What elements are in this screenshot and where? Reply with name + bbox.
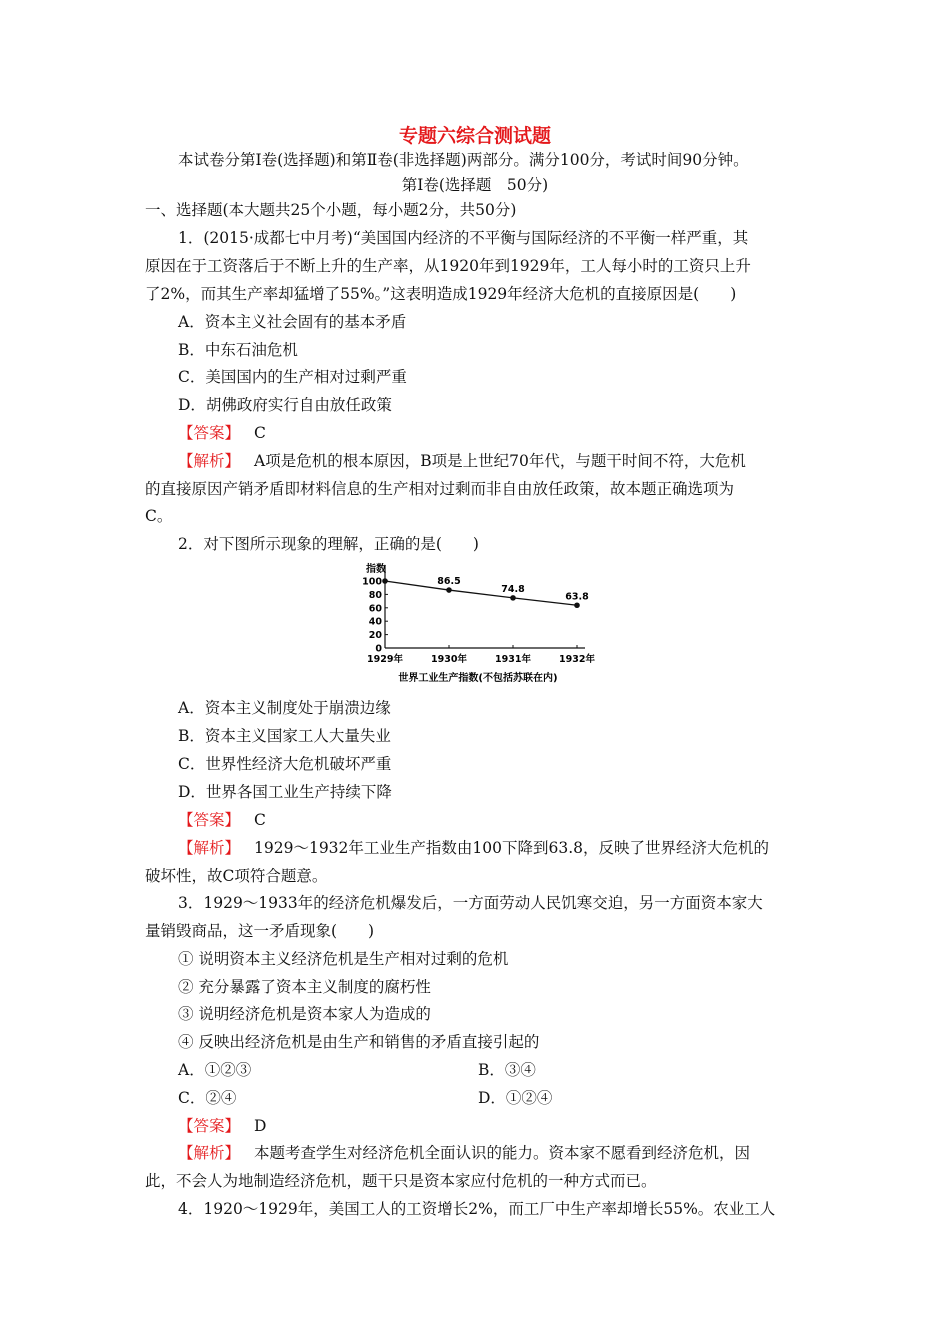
page-title: 专题六综合测试题 <box>398 125 551 147</box>
q1-option-b: B．中东石油危机 <box>178 341 298 359</box>
q3-stem-line-1: 3．1929～1933年的经济危机爆发后，一方面劳动人民饥寒交迫，另一方面资本家大 <box>178 894 763 912</box>
q2-option-d: D．世界各国工业生产持续下降 <box>178 783 392 801</box>
q3-item-2: ② 充分暴露了资本主义制度的腐朽性 <box>178 978 431 996</box>
q1-option-d: D．胡佛政府实行自由放任政策 <box>178 396 392 414</box>
q3-option-b: B．③④ <box>478 1061 536 1079</box>
data-label: 74.8 <box>501 583 525 595</box>
part1-heading: 第Ⅰ卷(选择题 50分) <box>401 176 549 194</box>
q3-option-c: C．②④ <box>178 1089 237 1107</box>
x-tick-label: 1932年 <box>559 654 595 665</box>
series-line <box>385 581 577 605</box>
exam-intro: 本试卷分第Ⅰ卷(选择题)和第Ⅱ卷(非选择题)两部分。满分100分，考试时间90分钟。 <box>178 151 749 169</box>
q3-analysis-line-2: 此，不会人为地制造经济危机，题干只是资本家应付危机的一种方式而已。 <box>145 1172 657 1190</box>
q3-answer: D <box>254 1117 267 1135</box>
x-tick-label: 1929年 <box>367 654 403 665</box>
data-point <box>382 578 388 584</box>
y-tick-label: 20 <box>368 630 382 642</box>
data-point <box>574 602 580 608</box>
y-tick-label: 100 <box>362 576 382 588</box>
q1-answer: C <box>254 424 266 442</box>
answer-tag: 【答案】 <box>178 424 241 442</box>
q1-stem-line-1: 1．(2015·成都七中月考)“美国国内经济的不平衡与国际经济的不平衡一样严重，其 <box>178 229 749 247</box>
q2-option-a: A．资本主义制度处于崩溃边缘 <box>178 699 391 717</box>
q2-answer-line <box>178 810 266 830</box>
q1-analysis-line-1 <box>178 451 746 471</box>
y-tick-label: 80 <box>368 589 382 601</box>
q4-stem-line-1: 4．1920～1929年，美国工人的工资增长2%，而工厂中生产率却增长55%。农业工人 <box>178 1200 776 1218</box>
q2-option-b: B．资本主义国家工人大量失业 <box>178 727 391 745</box>
q2-answer: C <box>254 811 266 829</box>
q1-analysis-line-2: 的直接原因产销矛盾即材料信息的生产相对过剩而非自由放任政策，故本题正确选项为 <box>145 480 735 498</box>
q2-analysis-line-2: 破坏性，故C项符合题意。 <box>145 867 328 885</box>
analysis-tag: 【解析】 <box>178 452 241 470</box>
q3-item-1: ① 说明资本主义经济危机是生产相对过剩的危机 <box>178 950 509 968</box>
q3-option-a: A．①②③ <box>178 1061 252 1079</box>
q3-item-3: ③ 说明经济危机是资本家人为造成的 <box>178 1005 431 1023</box>
y-tick-label: 40 <box>368 616 382 628</box>
analysis-tag: 【解析】 <box>178 1144 241 1162</box>
x-tick-label: 1931年 <box>495 654 531 665</box>
y-tick-label: 60 <box>368 603 382 615</box>
q3-stem-line-2: 量销毁商品，这一矛盾现象( ) <box>145 922 375 940</box>
industrial-index-chart <box>360 558 610 688</box>
q3-analysis-line-1 <box>178 1143 750 1163</box>
y-axis-label: 指数 <box>366 564 386 575</box>
q2-option-c: C．世界性经济大危机破坏严重 <box>178 755 392 773</box>
q2-stem: 2．对下图所示现象的理解，正确的是( ) <box>178 535 479 553</box>
q1-option-c: C．美国国内的生产相对过剩严重 <box>178 368 407 386</box>
data-label: 63.8 <box>565 591 589 603</box>
y-tick-label: 0 <box>375 643 382 655</box>
data-label: 86.5 <box>437 576 461 588</box>
chart-caption: 世界工业生产指数(不包括苏联在内) <box>398 673 558 684</box>
q1-answer-line <box>178 423 266 443</box>
q2-analysis-line-1 <box>178 838 769 858</box>
q3-answer-line <box>178 1116 266 1136</box>
section1-heading: 一、选择题(本大题共25个小题，每小题2分，共50分) <box>145 201 517 219</box>
q3-analysis-text-1: 本题考查学生对经济危机全面认识的能力。资本家不愿看到经济危机，因 <box>254 1144 751 1162</box>
x-tick-label: 1930年 <box>431 654 467 665</box>
q2-analysis-text-1: 1929～1932年工业生产指数由100下降到63.8，反映了世界经济大危机的 <box>254 839 770 857</box>
q1-stem-line-3: 了2%，而其生产率却猛增了55%。”这表明造成1929年经济大危机的直接原因是( ) <box>145 285 737 303</box>
answer-tag: 【答案】 <box>178 1117 241 1135</box>
q3-item-4: ④ 反映出经济危机是由生产和销售的矛盾直接引起的 <box>178 1033 540 1051</box>
q1-stem-line-2: 原因在于工资落后于不断上升的生产率，从1920年到1929年，工人每小时的工资只上升 <box>145 257 751 275</box>
q1-analysis-line-3: C。 <box>145 507 173 525</box>
q3-option-d: D．①②④ <box>478 1089 553 1107</box>
data-point <box>510 595 516 601</box>
answer-tag: 【答案】 <box>178 811 241 829</box>
analysis-tag: 【解析】 <box>178 839 241 857</box>
data-point <box>446 587 452 593</box>
q1-analysis-text-1: A项是危机的根本原因，B项是上世纪70年代，与题干时间不符，大危机 <box>254 452 746 470</box>
q1-option-a: A．资本主义社会固有的基本矛盾 <box>178 313 407 331</box>
